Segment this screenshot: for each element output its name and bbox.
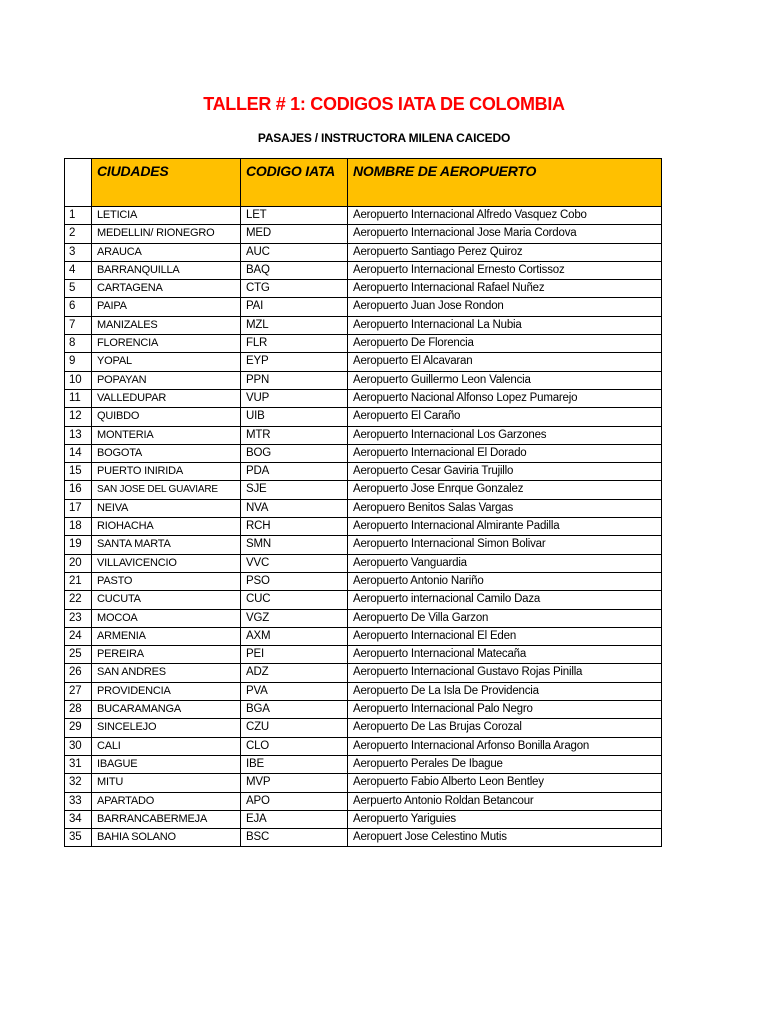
airport-name: Aeropuerto Fabio Alberto Leon Bentley bbox=[348, 774, 662, 792]
airport-name: Aeropuerto Internacional Matecaña bbox=[348, 646, 662, 664]
row-number: 4 bbox=[65, 261, 92, 279]
table-row bbox=[65, 481, 662, 499]
city-name: VALLEDUPAR bbox=[92, 389, 241, 407]
table-row bbox=[65, 737, 662, 755]
airport-name: Aeropuerto Internacional Alfredo Vasquez Cobo bbox=[348, 207, 662, 225]
iata-code: MED bbox=[241, 225, 348, 243]
table-row bbox=[65, 389, 662, 407]
table-row bbox=[65, 426, 662, 444]
table-row bbox=[65, 316, 662, 334]
city-name: MONTERIA bbox=[92, 426, 241, 444]
iata-code: BOG bbox=[241, 444, 348, 462]
table-row bbox=[65, 774, 662, 792]
airport-name: Aeropuerto Cesar Gaviria Trujillo bbox=[348, 463, 662, 481]
row-number: 29 bbox=[65, 719, 92, 737]
airport-name: Aeropuerto De Villa Garzon bbox=[348, 609, 662, 627]
city-name: BUCARAMANGA bbox=[92, 701, 241, 719]
city-name: MANIZALES bbox=[92, 316, 241, 334]
row-number: 21 bbox=[65, 572, 92, 590]
airport-name: Aeropuerto Internacional Jose Maria Cordova bbox=[348, 225, 662, 243]
city-name: SAN JOSE DEL GUAVIARE bbox=[92, 481, 241, 499]
airport-name: Aeropuerto Internacional Los Garzones bbox=[348, 426, 662, 444]
airport-name: Aeropuerto De La Isla De Providencia bbox=[348, 682, 662, 700]
city-name: PEREIRA bbox=[92, 646, 241, 664]
airport-name: Aeropuerto Yariguies bbox=[348, 810, 662, 828]
iata-code: VVC bbox=[241, 554, 348, 572]
city-name: SAN ANDRES bbox=[92, 664, 241, 682]
row-number: 17 bbox=[65, 499, 92, 517]
row-number: 32 bbox=[65, 774, 92, 792]
airport-name: Aeropuerto Internacional El Eden bbox=[348, 627, 662, 645]
table-body bbox=[65, 207, 662, 847]
table-row bbox=[65, 298, 662, 316]
airport-name: Aeropuerto Vanguardia bbox=[348, 554, 662, 572]
iata-code: ADZ bbox=[241, 664, 348, 682]
row-number: 6 bbox=[65, 298, 92, 316]
iata-code: VGZ bbox=[241, 609, 348, 627]
row-number: 16 bbox=[65, 481, 92, 499]
table-row bbox=[65, 371, 662, 389]
city-name: MOCOA bbox=[92, 609, 241, 627]
city-name: CALI bbox=[92, 737, 241, 755]
row-number: 33 bbox=[65, 792, 92, 810]
city-name: PROVIDENCIA bbox=[92, 682, 241, 700]
city-name: APARTADO bbox=[92, 792, 241, 810]
iata-code: BSC bbox=[241, 829, 348, 847]
airport-name: Aeropuerto Internacional Simon Bolivar bbox=[348, 536, 662, 554]
row-number: 27 bbox=[65, 682, 92, 700]
table-row bbox=[65, 225, 662, 243]
table-row bbox=[65, 701, 662, 719]
airport-name: Aeropuerto Internacional Arfonso Bonilla Aragon bbox=[348, 737, 662, 755]
city-name: PAIPA bbox=[92, 298, 241, 316]
document-title: TALLER # 1: CODIGOS IATA DE COLOMBIA bbox=[203, 94, 565, 114]
airport-name: Aeropuerto El Alcavaran bbox=[348, 353, 662, 371]
airport-name: Aeropuerto Internacional La Nubia bbox=[348, 316, 662, 334]
row-number: 10 bbox=[65, 371, 92, 389]
city-name: PASTO bbox=[92, 572, 241, 590]
city-name: CUCUTA bbox=[92, 591, 241, 609]
airport-name: Aeropuert Jose Celestino Mutis bbox=[348, 829, 662, 847]
table-row bbox=[65, 536, 662, 554]
airport-name: Aerpuerto Antonio Roldan Betancour bbox=[348, 792, 662, 810]
iata-code: RCH bbox=[241, 518, 348, 536]
city-name: MITU bbox=[92, 774, 241, 792]
row-number: 25 bbox=[65, 646, 92, 664]
airport-name: Aeropuerto De Florencia bbox=[348, 335, 662, 353]
city-name: RIOHACHA bbox=[92, 518, 241, 536]
iata-code: NVA bbox=[241, 499, 348, 517]
airport-name: Aeropuerto Internacional Ernesto Cortissoz bbox=[348, 261, 662, 279]
iata-code: PSO bbox=[241, 572, 348, 590]
iata-code: AXM bbox=[241, 627, 348, 645]
iata-code: CLO bbox=[241, 737, 348, 755]
row-number: 19 bbox=[65, 536, 92, 554]
airport-name: Aeropuerto Internacional Palo Negro bbox=[348, 701, 662, 719]
iata-code: LET bbox=[241, 207, 348, 225]
iata-code: CUC bbox=[241, 591, 348, 609]
table-row bbox=[65, 207, 662, 225]
row-number: 12 bbox=[65, 408, 92, 426]
iata-code: PVA bbox=[241, 682, 348, 700]
header-nombre-aeropuerto: NOMBRE DE AEROPUERTO bbox=[348, 159, 662, 207]
table-row bbox=[65, 335, 662, 353]
city-name: IBAGUE bbox=[92, 755, 241, 773]
table-row bbox=[65, 609, 662, 627]
iata-code: BAQ bbox=[241, 261, 348, 279]
airport-name: Aeropuerto El Caraño bbox=[348, 408, 662, 426]
airport-name: Aeropuero Benitos Salas Vargas bbox=[348, 499, 662, 517]
table-row bbox=[65, 646, 662, 664]
city-name: QUIBDO bbox=[92, 408, 241, 426]
row-number: 15 bbox=[65, 463, 92, 481]
iata-code: SJE bbox=[241, 481, 348, 499]
city-name: BAHIA SOLANO bbox=[92, 829, 241, 847]
table-row bbox=[65, 444, 662, 462]
iata-code: EYP bbox=[241, 353, 348, 371]
iata-code: SMN bbox=[241, 536, 348, 554]
row-number: 13 bbox=[65, 426, 92, 444]
city-name: PUERTO INIRIDA bbox=[92, 463, 241, 481]
iata-code: FLR bbox=[241, 335, 348, 353]
airport-name: Aeropuerto Antonio Nariño bbox=[348, 572, 662, 590]
iata-code: IBE bbox=[241, 755, 348, 773]
iata-code: PDA bbox=[241, 463, 348, 481]
city-name: YOPAL bbox=[92, 353, 241, 371]
table-row bbox=[65, 499, 662, 517]
city-name: MEDELLIN/ RIONEGRO bbox=[92, 225, 241, 243]
row-number: 1 bbox=[65, 207, 92, 225]
row-number: 18 bbox=[65, 518, 92, 536]
table-row bbox=[65, 792, 662, 810]
row-number: 7 bbox=[65, 316, 92, 334]
airport-name: Aeropuerto Internacional Gustavo Rojas Pinilla bbox=[348, 664, 662, 682]
city-name: FLORENCIA bbox=[92, 335, 241, 353]
iata-code: PEI bbox=[241, 646, 348, 664]
row-number: 34 bbox=[65, 810, 92, 828]
iata-code: APO bbox=[241, 792, 348, 810]
city-name: CARTAGENA bbox=[92, 280, 241, 298]
row-number: 24 bbox=[65, 627, 92, 645]
table-row bbox=[65, 243, 662, 261]
airport-name: Aeropuerto internacional Camilo Daza bbox=[348, 591, 662, 609]
table-row bbox=[65, 353, 662, 371]
city-name: ARMENIA bbox=[92, 627, 241, 645]
row-number: 31 bbox=[65, 755, 92, 773]
table-row bbox=[65, 829, 662, 847]
airport-name: Aeropuerto Juan Jose Rondon bbox=[348, 298, 662, 316]
table-row bbox=[65, 554, 662, 572]
airport-name: Aeropuerto Jose Enrque Gonzalez bbox=[348, 481, 662, 499]
row-number: 8 bbox=[65, 335, 92, 353]
iata-code: PAI bbox=[241, 298, 348, 316]
header-codigo-iata: CODIGO IATA bbox=[241, 159, 348, 207]
table-row bbox=[65, 591, 662, 609]
table-row bbox=[65, 463, 662, 481]
city-name: SANTA MARTA bbox=[92, 536, 241, 554]
iata-code: VUP bbox=[241, 389, 348, 407]
row-number: 2 bbox=[65, 225, 92, 243]
iata-codes-table bbox=[64, 158, 662, 847]
airport-name: Aeropuerto Internacional Almirante Padilla bbox=[348, 518, 662, 536]
row-number: 22 bbox=[65, 591, 92, 609]
table-row bbox=[65, 572, 662, 590]
city-name: BOGOTA bbox=[92, 444, 241, 462]
city-name: ARAUCA bbox=[92, 243, 241, 261]
table-row bbox=[65, 261, 662, 279]
table-row bbox=[65, 518, 662, 536]
row-number: 9 bbox=[65, 353, 92, 371]
iata-code: CTG bbox=[241, 280, 348, 298]
table-row bbox=[65, 664, 662, 682]
table-row bbox=[65, 408, 662, 426]
header-number bbox=[65, 159, 92, 207]
iata-code: CZU bbox=[241, 719, 348, 737]
iata-code: AUC bbox=[241, 243, 348, 261]
city-name: NEIVA bbox=[92, 499, 241, 517]
iata-code: BGA bbox=[241, 701, 348, 719]
document-subtitle: PASAJES / INSTRUCTORA MILENA CAICEDO bbox=[257, 131, 511, 145]
row-number: 26 bbox=[65, 664, 92, 682]
table-row bbox=[65, 719, 662, 737]
airport-name: Aeropuerto De Las Brujas Corozal bbox=[348, 719, 662, 737]
city-name: BARRANCABERMEJA bbox=[92, 810, 241, 828]
iata-code: MTR bbox=[241, 426, 348, 444]
airport-name: Aeropuerto Guillermo Leon Valencia bbox=[348, 371, 662, 389]
table-row bbox=[65, 755, 662, 773]
header-ciudades: CIUDADES bbox=[92, 159, 241, 207]
airport-name: Aeropuerto Nacional Alfonso Lopez Pumarejo bbox=[348, 389, 662, 407]
row-number: 11 bbox=[65, 389, 92, 407]
row-number: 5 bbox=[65, 280, 92, 298]
table-header-row bbox=[65, 159, 662, 207]
city-name: LETICIA bbox=[92, 207, 241, 225]
iata-code: UIB bbox=[241, 408, 348, 426]
iata-code: PPN bbox=[241, 371, 348, 389]
city-name: POPAYAN bbox=[92, 371, 241, 389]
airport-name: Aeropuerto Internacional El Dorado bbox=[348, 444, 662, 462]
row-number: 28 bbox=[65, 701, 92, 719]
airport-name: Aeropuerto Santiago Perez Quiroz bbox=[348, 243, 662, 261]
row-number: 30 bbox=[65, 737, 92, 755]
table-row bbox=[65, 627, 662, 645]
row-number: 23 bbox=[65, 609, 92, 627]
airport-name: Aeropuerto Perales De Ibague bbox=[348, 755, 662, 773]
table-row bbox=[65, 682, 662, 700]
city-name: SINCELEJO bbox=[92, 719, 241, 737]
airport-name: Aeropuerto Internacional Rafael Nuñez bbox=[348, 280, 662, 298]
row-number: 3 bbox=[65, 243, 92, 261]
row-number: 35 bbox=[65, 829, 92, 847]
city-name: VILLAVICENCIO bbox=[92, 554, 241, 572]
table-row bbox=[65, 810, 662, 828]
table-row bbox=[65, 280, 662, 298]
row-number: 20 bbox=[65, 554, 92, 572]
row-number: 14 bbox=[65, 444, 92, 462]
city-name: BARRANQUILLA bbox=[92, 261, 241, 279]
iata-code: EJA bbox=[241, 810, 348, 828]
iata-code: MVP bbox=[241, 774, 348, 792]
iata-code: MZL bbox=[241, 316, 348, 334]
